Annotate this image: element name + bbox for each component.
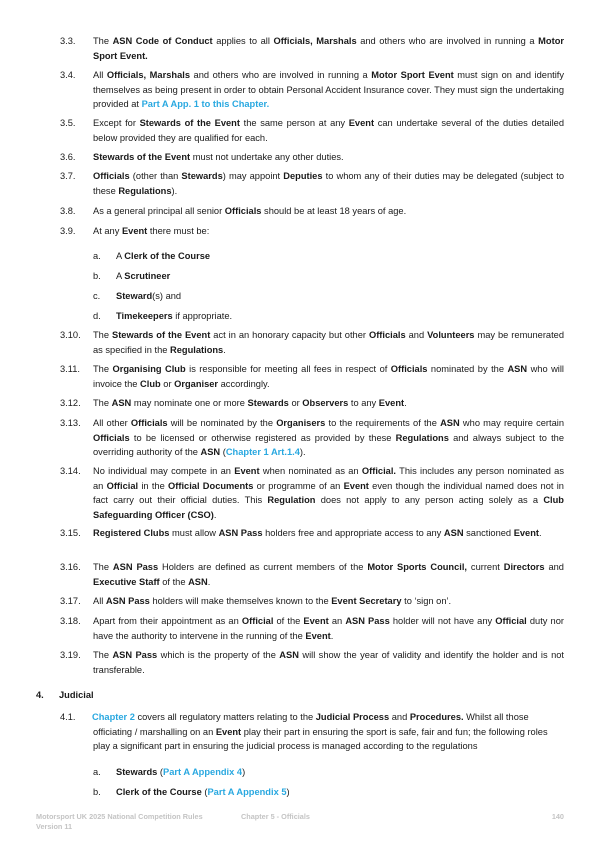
sub-item-letter: d. bbox=[93, 311, 101, 321]
sub-item-text: A Clerk of the Course bbox=[116, 251, 211, 261]
clause-number: 3.17. bbox=[60, 596, 81, 606]
clause-number: 3.15. bbox=[60, 528, 81, 538]
sub-item-text: Timekeepers if appropriate. bbox=[116, 311, 233, 321]
clause-number: 3.5. bbox=[60, 118, 76, 128]
sub-item-letter: a. bbox=[93, 251, 101, 261]
clause-text: The ASN may nominate one or more Stewards or Observers to any Event. bbox=[93, 398, 407, 408]
sub-item-text: Clerk of the Course (Part A Appendix 5) bbox=[116, 787, 290, 797]
clause-text: The ASN Pass which is the property of the ASN will show the year of validity and identify the holder and is not transferable. bbox=[93, 650, 564, 675]
section-number: 4. bbox=[36, 690, 44, 700]
clause-number: 3.16. bbox=[60, 562, 81, 572]
footer-version: Version 11 bbox=[36, 822, 73, 831]
clause-text: Registered Clubs must allow ASN Pass holders free and appropriate access to any ASN sanctioned Event. bbox=[93, 528, 542, 538]
clause-text: The ASN Pass Holders are defined as current members of the Motor Sports Council, current Directors and Executive Staff of the ASN. bbox=[93, 562, 564, 587]
sub-item-letter: a. bbox=[93, 767, 101, 777]
clause-number: 3.11. bbox=[60, 364, 80, 374]
clause-number: 3.8. bbox=[60, 206, 76, 216]
clause-number: 3.12. bbox=[60, 398, 81, 408]
sub-item-text: Steward(s) and bbox=[116, 291, 182, 301]
clause-number: 3.4. bbox=[60, 70, 76, 80]
clause-number: 4.1. bbox=[60, 712, 76, 722]
footer-page-number: 140 bbox=[551, 812, 564, 821]
cross-reference-link[interactable]: Chapter 2 bbox=[92, 712, 135, 722]
section-title: Judicial bbox=[59, 690, 94, 700]
footer-chapter: Chapter 5 - Officials bbox=[241, 812, 310, 821]
clause-text: Chapter 2 covers all regulatory matters relating to the Judicial Process and Procedures. Whilst all those officiating / marshalling on an Event play their part in ensuring the sport is safe, fair and fun; the following roles play a significant part in ensuring the judicial process is managed according to the regulations bbox=[92, 712, 548, 752]
clause-text: The Organising Club is responsible for meeting all fees in respect of Officials nominated by the ASN who will invoice the Club or Organiser accordingly. bbox=[93, 364, 564, 389]
clause-text: The Stewards of the Event act in an honorary capacity but other Officials and Volunteers may be remunerated as specified in the Regulations. bbox=[93, 330, 565, 355]
clause-text: All Officials, Marshals and others who are involved in running a Motor Sport Event must sign on and identify themselves as being present in order to obtain Personal Accident Insurance cover. They must sign the undertaking provided at Part A App. 1 to this Chapter. bbox=[93, 70, 564, 110]
clause-text: As a general principal all senior Officials should be at least 18 years of age. bbox=[93, 206, 407, 216]
cross-reference-link[interactable]: Chapter 1 Art.1.4 bbox=[225, 447, 300, 458]
clause-number: 3.18. bbox=[60, 616, 81, 626]
clause-text: Stewards of the Event must not undertake any other duties. bbox=[93, 152, 344, 162]
footer-doc-title: Motorsport UK 2025 National Competition Rules bbox=[36, 812, 203, 821]
clause-number: 3.10. bbox=[60, 330, 81, 340]
clause-text: The ASN Code of Conduct applies to all Officials, Marshals and others who are involved in running a Motor Sport Event. bbox=[93, 36, 564, 61]
clause-number: 3.14. bbox=[60, 466, 81, 476]
clause-number: 3.19. bbox=[60, 650, 81, 660]
sub-item-letter: c. bbox=[93, 291, 101, 301]
clause-text: No individual may compete in an Event when nominated as an Official. This includes any person nominated as an Official in the Official Documents or programme of an Event even though the individual named does not in fact carry out their official duties. This Regulation does not apply to any person acting solely as a Club Safeguarding Officer (CSO). bbox=[93, 466, 565, 520]
clause-number: 3.6. bbox=[60, 152, 76, 162]
clause-number: 3.7. bbox=[60, 171, 76, 181]
cross-reference-link[interactable]: Part A Appendix 5 bbox=[207, 787, 287, 797]
sub-item-letter: b. bbox=[93, 271, 101, 281]
clause-text: All other Officials will be nominated by the Organisers to the requirements of the ASN who may require certain Officials to be licensed or otherwise registered as provided by these Regulations and always subject to the overriding authority of the ASN (Chapter 1 Art.1.4). bbox=[93, 418, 564, 458]
clause-text: Apart from their appointment as an Official of the Event an ASN Pass holder will not have any Official duty nor have the authority to intervene in the running of the Event. bbox=[93, 616, 564, 641]
clause-text: Officials (other than Stewards) may appoint Deputies to whom any of their duties may be delegated (subject to these Regulations). bbox=[93, 171, 564, 196]
sub-item-letter: b. bbox=[93, 787, 101, 797]
clause-number: 3.13. bbox=[60, 418, 81, 428]
clause-number: 3.9. bbox=[60, 226, 76, 236]
clause-number: 3.3. bbox=[60, 36, 76, 46]
clause-text: Except for Stewards of the Event the same person at any Event can undertake several of the duties detailed below provided they are qualified for each. bbox=[93, 118, 565, 143]
sub-item-text: A Scrutineer bbox=[116, 271, 171, 281]
sub-item-text: Stewards (Part A Appendix 4) bbox=[116, 767, 246, 777]
clause-text: At any Event there must be: bbox=[93, 226, 210, 236]
cross-reference-link[interactable]: Part A Appendix 4 bbox=[163, 767, 243, 777]
cross-reference-link[interactable]: Part A App. 1 to this Chapter. bbox=[141, 99, 270, 110]
clause-text: All ASN Pass holders will make themselves known to the Event Secretary to ‘sign on’. bbox=[93, 596, 452, 606]
